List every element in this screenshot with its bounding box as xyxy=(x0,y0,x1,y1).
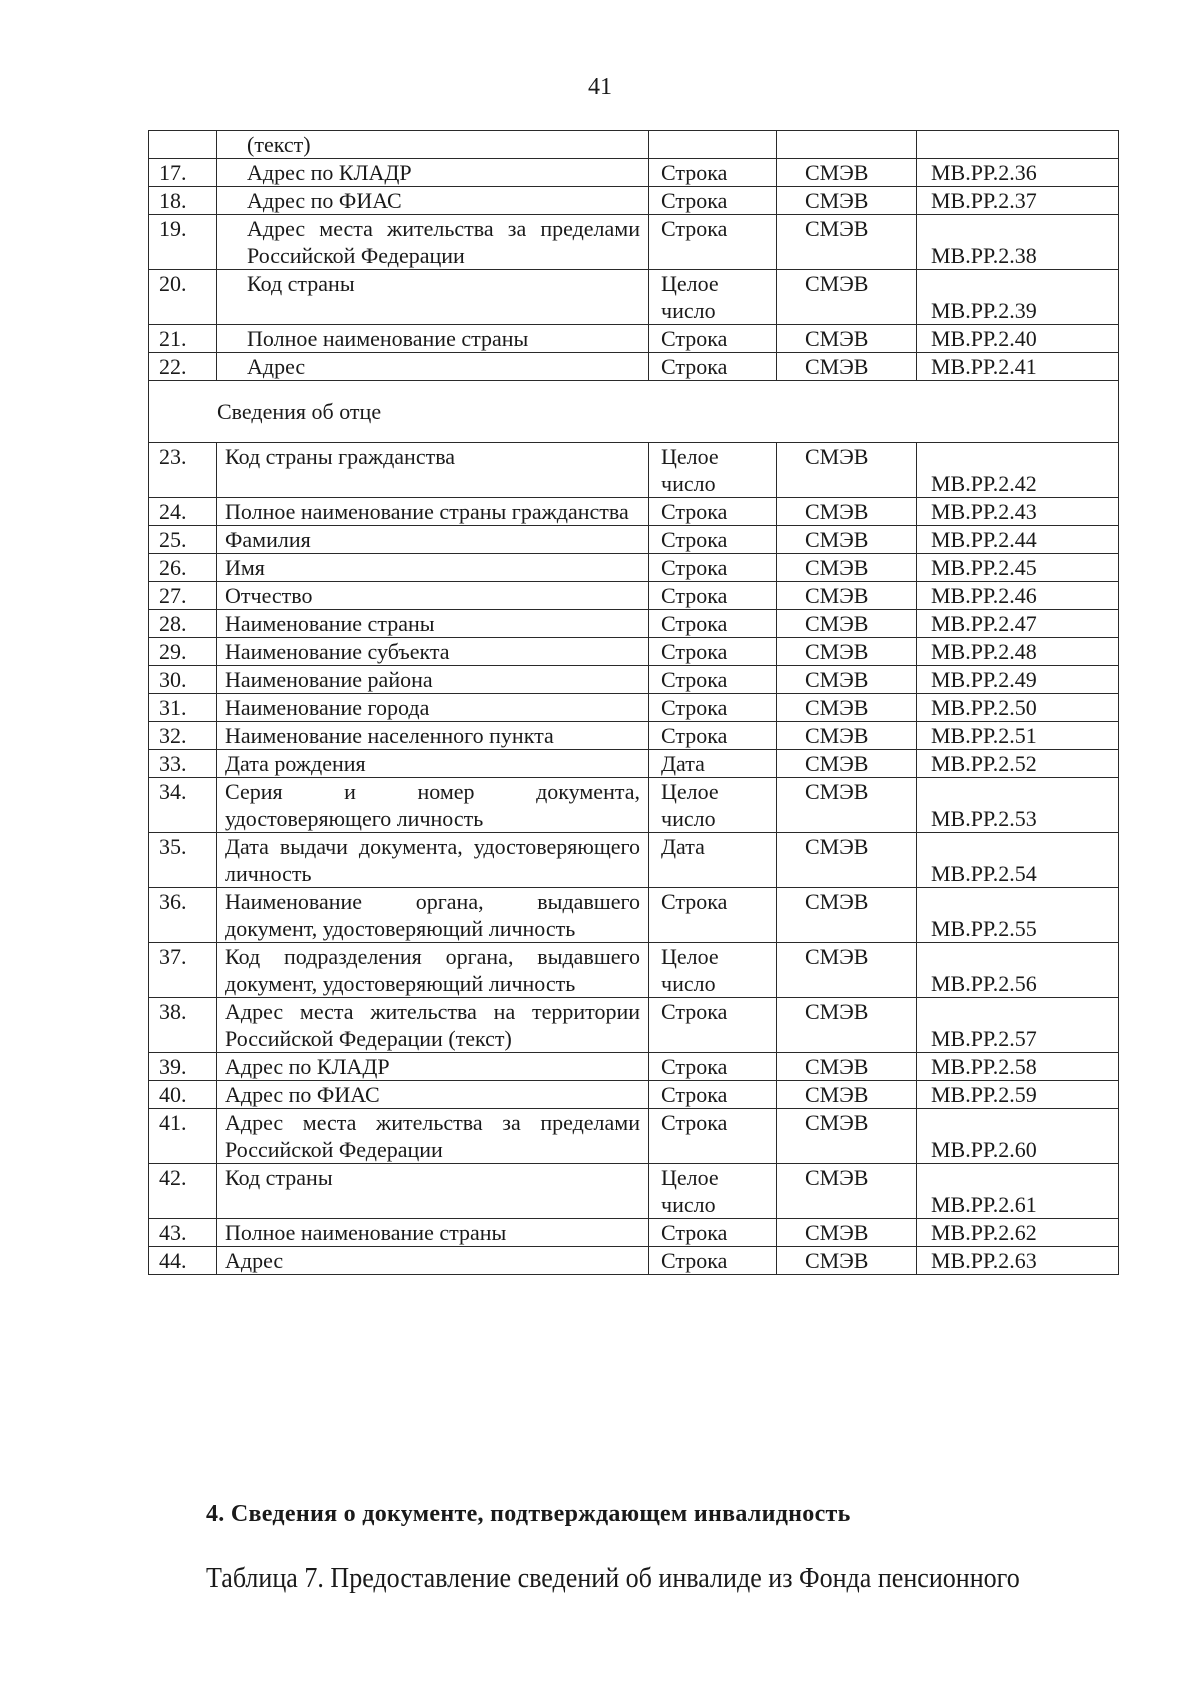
field-name: Дата рождения xyxy=(217,750,649,778)
row-number: 27. xyxy=(149,582,217,610)
table-row xyxy=(149,131,1119,159)
data-type: Строка xyxy=(649,638,777,666)
data-type: Строка xyxy=(649,1219,777,1247)
field-name: Адрес места жительства за пределами Российской Федерации xyxy=(217,215,649,270)
field-code: MB.PP.2.48 xyxy=(917,638,1119,666)
row-number: 32. xyxy=(149,722,217,750)
table-row xyxy=(149,778,1119,833)
field-name: Полное наименование страны xyxy=(217,325,649,353)
data-type: Строка xyxy=(649,722,777,750)
data-source: СМЭВ xyxy=(777,159,917,187)
field-code: MB.PP.2.60 xyxy=(917,1109,1119,1164)
field-name: Адрес xyxy=(217,353,649,381)
field-name: Наименование субъекта xyxy=(217,638,649,666)
field-code: MB.PP.2.50 xyxy=(917,694,1119,722)
page-number: 41 xyxy=(588,74,612,100)
field-name: Серия и номер документа, удостоверяющего личность xyxy=(217,778,649,833)
data-source: СМЭВ xyxy=(777,610,917,638)
row-number: 38. xyxy=(149,998,217,1053)
data-type: Строка xyxy=(649,1053,777,1081)
table-row xyxy=(149,1109,1119,1164)
field-code: MB.PP.2.43 xyxy=(917,498,1119,526)
data-source: СМЭВ xyxy=(777,270,917,325)
field-code: MB.PP.2.59 xyxy=(917,1081,1119,1109)
field-name: Наименование района xyxy=(217,666,649,694)
data-type: Строка xyxy=(649,610,777,638)
data-source: СМЭВ xyxy=(777,943,917,998)
data-type: Строка xyxy=(649,888,777,943)
field-name: Наименование города xyxy=(217,694,649,722)
row-number: 17. xyxy=(149,159,217,187)
table-row xyxy=(149,1081,1119,1109)
row-number: 39. xyxy=(149,1053,217,1081)
data-source: СМЭВ xyxy=(777,526,917,554)
table-row xyxy=(149,943,1119,998)
row-number: 29. xyxy=(149,638,217,666)
row-number: 30. xyxy=(149,666,217,694)
field-code: MB.PP.2.44 xyxy=(917,526,1119,554)
data-type: Строка xyxy=(649,694,777,722)
field-code: MB.PP.2.53 xyxy=(917,778,1119,833)
field-name: Наименование населенного пункта xyxy=(217,722,649,750)
field-name: Адрес по КЛАДР xyxy=(217,1053,649,1081)
field-name: Код страны xyxy=(217,270,649,325)
row-number: 26. xyxy=(149,554,217,582)
field-code: MB.PP.2.42 xyxy=(917,443,1119,498)
table-row xyxy=(149,1164,1119,1219)
data-type: Целое число xyxy=(649,778,777,833)
field-name: Отчество xyxy=(217,582,649,610)
data-source: СМЭВ xyxy=(777,582,917,610)
field-name: Адрес места жительства на территории Российской Федерации (текст) xyxy=(217,998,649,1053)
field-name: Код подразделения органа, выдавшего документ, удостоверяющий личность xyxy=(217,943,649,998)
table-row xyxy=(149,443,1119,498)
table-row xyxy=(149,270,1119,325)
table-row xyxy=(149,215,1119,270)
table-row xyxy=(149,187,1119,215)
table-section-father xyxy=(149,443,1119,1275)
row-number: 20. xyxy=(149,270,217,325)
table-row xyxy=(149,526,1119,554)
field-name: Наименование страны xyxy=(217,610,649,638)
field-code: MB.PP.2.58 xyxy=(917,1053,1119,1081)
field-code: MB.PP.2.62 xyxy=(917,1219,1119,1247)
table-row xyxy=(149,998,1119,1053)
field-code: MB.PP.2.47 xyxy=(917,610,1119,638)
field-name: Код страны гражданства xyxy=(217,443,649,498)
field-code: MB.PP.2.45 xyxy=(917,554,1119,582)
section-header xyxy=(149,381,1119,443)
table-row xyxy=(149,888,1119,943)
row-number: 35. xyxy=(149,833,217,888)
data-source: СМЭВ xyxy=(777,498,917,526)
field-name: Дата выдачи документа, удостоверяющего личность xyxy=(217,833,649,888)
data-source: СМЭВ xyxy=(777,1081,917,1109)
data-fields-table xyxy=(148,130,1119,1275)
data-source: СМЭВ xyxy=(777,554,917,582)
table-row xyxy=(149,694,1119,722)
data-source: СМЭВ xyxy=(777,353,917,381)
table-row xyxy=(149,159,1119,187)
row-number: 34. xyxy=(149,778,217,833)
table-caption: Таблица 7. Предоставление сведений об инвалиде из Фонда пенсионного xyxy=(206,1563,1020,1594)
table-section-mother-continued xyxy=(149,131,1119,381)
field-code: MB.PP.2.55 xyxy=(917,888,1119,943)
field-code: MB.PP.2.57 xyxy=(917,998,1119,1053)
data-type: Строка xyxy=(649,1109,777,1164)
data-source: СМЭВ xyxy=(777,1247,917,1275)
field-name: Имя xyxy=(217,554,649,582)
row-number: 31. xyxy=(149,694,217,722)
data-type: Дата xyxy=(649,833,777,888)
data-type: Целое число xyxy=(649,443,777,498)
field-code: MB.PP.2.56 xyxy=(917,943,1119,998)
data-source: СМЭВ xyxy=(777,694,917,722)
data-source: СМЭВ xyxy=(777,443,917,498)
field-code: MB.PP.2.39 xyxy=(917,270,1119,325)
data-type: Строка xyxy=(649,582,777,610)
data-type: Строка xyxy=(649,666,777,694)
data-source: СМЭВ xyxy=(777,215,917,270)
data-type: Строка xyxy=(649,187,777,215)
data-source: СМЭВ xyxy=(777,888,917,943)
table-row xyxy=(149,554,1119,582)
data-type: Строка xyxy=(649,1081,777,1109)
data-source: СМЭВ xyxy=(777,1109,917,1164)
row-number: 43. xyxy=(149,1219,217,1247)
data-type: Строка xyxy=(649,498,777,526)
row-number: 19. xyxy=(149,215,217,270)
data-source: СМЭВ xyxy=(777,778,917,833)
data-type: Строка xyxy=(649,325,777,353)
data-source: СМЭВ xyxy=(777,998,917,1053)
table-row xyxy=(149,325,1119,353)
field-name: Адрес по ФИАС xyxy=(217,1081,649,1109)
row-number: 18. xyxy=(149,187,217,215)
field-name: Код страны xyxy=(217,1164,649,1219)
row-number: 22. xyxy=(149,353,217,381)
table-row xyxy=(149,638,1119,666)
data-source: СМЭВ xyxy=(777,666,917,694)
table-row xyxy=(149,666,1119,694)
field-code: MB.PP.2.49 xyxy=(917,666,1119,694)
data-type: Строка xyxy=(649,526,777,554)
data-source: СМЭВ xyxy=(777,638,917,666)
field-code: MB.PP.2.46 xyxy=(917,582,1119,610)
field-name: Наименование органа, выдавшего документ, удостоверяющий личность xyxy=(217,888,649,943)
row-number: 41. xyxy=(149,1109,217,1164)
field-code: MB.PP.2.40 xyxy=(917,325,1119,353)
field-name: Адрес по ФИАС xyxy=(217,187,649,215)
row-number: 25. xyxy=(149,526,217,554)
data-source: СМЭВ xyxy=(777,187,917,215)
row-number: 40. xyxy=(149,1081,217,1109)
data-type: Строка xyxy=(649,159,777,187)
data-source: СМЭВ xyxy=(777,1164,917,1219)
table-row xyxy=(149,582,1119,610)
table-row xyxy=(149,353,1119,381)
row-number: 44. xyxy=(149,1247,217,1275)
table-row xyxy=(149,1219,1119,1247)
field-name: Фамилия xyxy=(217,526,649,554)
data-source: СМЭВ xyxy=(777,833,917,888)
section-title: Сведения об отце xyxy=(149,381,1119,443)
data-type: Строка xyxy=(649,215,777,270)
row-number: 28. xyxy=(149,610,217,638)
field-code: MB.PP.2.41 xyxy=(917,353,1119,381)
table-row xyxy=(149,498,1119,526)
field-code: MB.PP.2.51 xyxy=(917,722,1119,750)
row-number: 42. xyxy=(149,1164,217,1219)
row-number: 33. xyxy=(149,750,217,778)
section-title-row xyxy=(149,381,1119,443)
field-code: MB.PP.2.36 xyxy=(917,159,1119,187)
field-code: MB.PP.2.61 xyxy=(917,1164,1119,1219)
row-number: 21. xyxy=(149,325,217,353)
row-number: 23. xyxy=(149,443,217,498)
table-row xyxy=(149,833,1119,888)
data-type: Строка xyxy=(649,998,777,1053)
section-heading: 4. Сведения о документе, подтверждающем инвалидность xyxy=(206,1501,851,1527)
row-number: 24. xyxy=(149,498,217,526)
row-number: 36. xyxy=(149,888,217,943)
data-type: Целое число xyxy=(649,270,777,325)
data-type: Строка xyxy=(649,554,777,582)
field-code: MB.PP.2.38 xyxy=(917,215,1119,270)
data-source: СМЭВ xyxy=(777,325,917,353)
field-name: Полное наименование страны xyxy=(217,1219,649,1247)
field-code: MB.PP.2.54 xyxy=(917,833,1119,888)
table-row xyxy=(149,722,1119,750)
data-type: Целое число xyxy=(649,943,777,998)
table-row xyxy=(149,1053,1119,1081)
data-source: СМЭВ xyxy=(777,1053,917,1081)
data-type: Целое число xyxy=(649,1164,777,1219)
data-source: СМЭВ xyxy=(777,750,917,778)
table-row xyxy=(149,610,1119,638)
data-source: СМЭВ xyxy=(777,722,917,750)
field-name: Полное наименование страны гражданства xyxy=(217,498,649,526)
field-name: Адрес по КЛАДР xyxy=(217,159,649,187)
data-type: Дата xyxy=(649,750,777,778)
table-row xyxy=(149,1247,1119,1275)
field-code: MB.PP.2.52 xyxy=(917,750,1119,778)
field-name: Адрес xyxy=(217,1247,649,1275)
row-number: 37. xyxy=(149,943,217,998)
field-code: MB.PP.2.63 xyxy=(917,1247,1119,1275)
table-row xyxy=(149,750,1119,778)
data-type: Строка xyxy=(649,1247,777,1275)
field-code: MB.PP.2.37 xyxy=(917,187,1119,215)
data-source: СМЭВ xyxy=(777,1219,917,1247)
field-name: (текст) xyxy=(217,131,649,159)
data-type: Строка xyxy=(649,353,777,381)
field-name: Адрес места жительства за пределами Российской Федерации xyxy=(217,1109,649,1164)
